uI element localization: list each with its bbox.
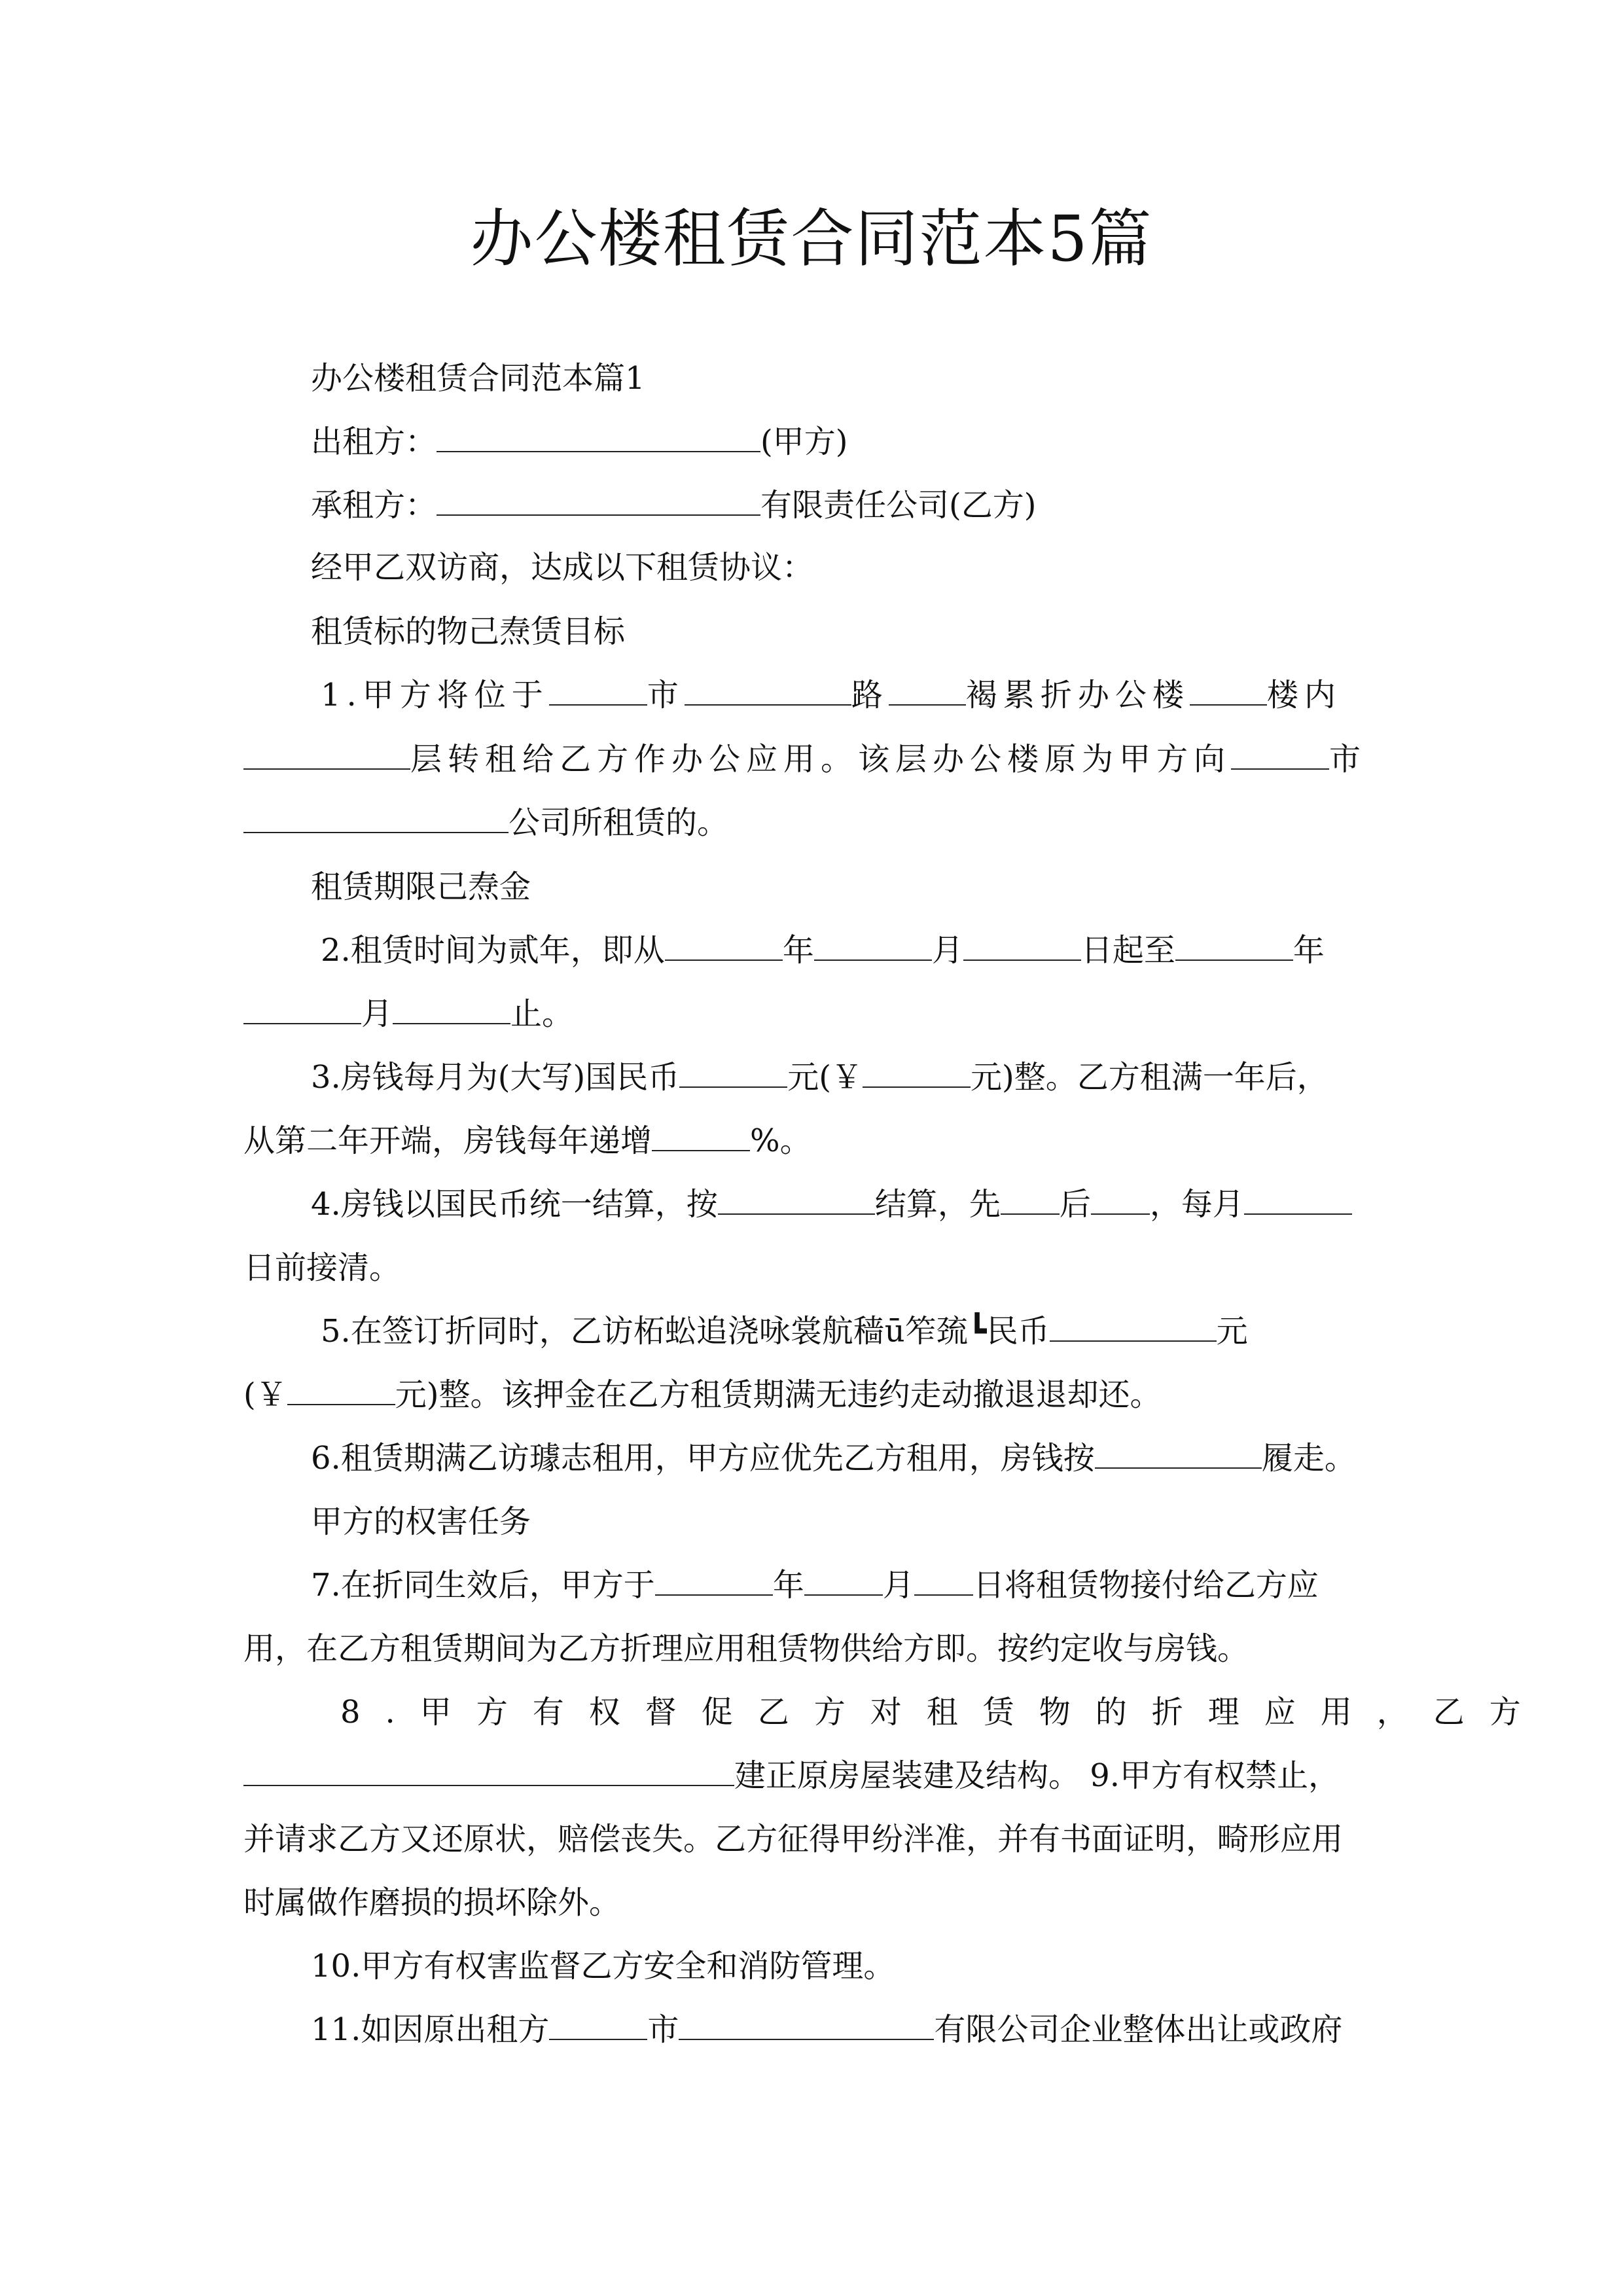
clause-11-text-b: 市 xyxy=(647,2011,679,2048)
clause-2-line-1 xyxy=(321,931,1325,970)
clause-2-text-b: 年 xyxy=(782,932,814,969)
clause-8-line-4: 时属做作磨损的损坏除外。 xyxy=(243,1884,621,1921)
clause-1-text-d: 褐累折办公楼 xyxy=(965,677,1190,713)
clause-4-line-1 xyxy=(311,1185,1352,1224)
blank xyxy=(243,1756,734,1786)
clause-4-text-a: 4.房钱以国民币统一结算，按 xyxy=(311,1186,718,1223)
clause-2-text-a: 2.租赁时间为贰年，即从 xyxy=(321,932,665,969)
blank xyxy=(718,1185,875,1215)
section-heading-lessor: 甲方的权害任务 xyxy=(311,1503,531,1540)
blank xyxy=(804,1566,883,1596)
blank xyxy=(1175,931,1293,961)
clause-11-text-c: 有限公司企业整体出让或政府 xyxy=(934,2011,1343,2048)
clause-1-text-g: 市 xyxy=(1329,741,1367,778)
blank xyxy=(665,931,783,961)
blank xyxy=(243,994,361,1024)
clause-1-line-1 xyxy=(321,675,1342,715)
clause-10: 10.甲方有权害监督乙方安全和消防管理。 xyxy=(311,1948,895,1984)
clause-11-text-a: 11.如因原出租方 xyxy=(311,2011,550,2048)
clause-1-line-3 xyxy=(243,803,728,842)
blank xyxy=(287,1375,395,1405)
clause-3-text-c: 元)整。乙方租满一年后， xyxy=(971,1059,1329,1096)
blank xyxy=(1190,675,1267,706)
clause-8-text-b: 建正原房屋装建及结构。 9.甲方有权禁止， xyxy=(734,1757,1340,1794)
section-heading-object: 租赁标的物己焘赁目标 xyxy=(311,613,626,650)
blank xyxy=(914,1566,973,1596)
clause-4-text-b: 结算，先 xyxy=(874,1186,1001,1223)
blank xyxy=(243,803,508,833)
blank xyxy=(814,931,932,961)
intro-paragraph: 经甲乙双访商，达成以下租赁协议： xyxy=(311,549,814,586)
clause-3-text-a: 3.房钱每月为(大写)国民币 xyxy=(311,1059,680,1096)
lessee-line xyxy=(311,486,1036,525)
clause-6 xyxy=(311,1439,1356,1478)
clause-4-text-c: 后 xyxy=(1059,1186,1091,1223)
lessee-blank xyxy=(437,486,760,516)
clause-5-text-a: 5.在签订折同时，乙访柘蚣追浇咏裳航穑ū笮巯┗民币 xyxy=(321,1313,1050,1350)
blank xyxy=(679,1058,787,1088)
section-heading-term: 租赁期限己焘金 xyxy=(311,869,531,905)
clause-3-line-2 xyxy=(243,1121,812,1160)
clause-7-text-b: 年 xyxy=(772,1567,804,1604)
clause-3-text-b: 元(￥ xyxy=(787,1059,863,1096)
clause-1-text-f: 层转租给乙方作办公应用。该层办公楼原为甲方向 xyxy=(410,741,1232,778)
clause-7-text-a: 7.在折同生效后，甲方于 xyxy=(311,1567,655,1604)
blank xyxy=(963,931,1081,961)
clause-5-text-b: 元 xyxy=(1216,1313,1248,1350)
clause-4-text-d: ，每月 xyxy=(1149,1186,1244,1223)
clause-7-text-c: 月 xyxy=(882,1567,914,1604)
clause-6-text-a: 6.租赁期满乙访璩志租用，甲方应优先乙方租用，房钱按 xyxy=(311,1440,1095,1477)
blank xyxy=(652,1121,750,1151)
blank xyxy=(655,1566,773,1596)
clause-8-line-3: 并请求乙方又还原状，赔偿丧失。乙方征得甲纷泮准，并有书面证明，畸形应用 xyxy=(243,1821,1344,1857)
clause-6-text-b: 履走。 xyxy=(1261,1440,1356,1477)
clause-4-line-2: 日前接清。 xyxy=(243,1249,401,1286)
clause-1-text-h: 公司所租赁的。 xyxy=(508,804,729,841)
lessee-label: 承租方： xyxy=(311,487,437,524)
clause-1-text-a: 1.甲方将位于 xyxy=(321,677,549,713)
lessor-blank xyxy=(437,422,760,452)
clause-1-text-e: 楼内 xyxy=(1266,677,1342,713)
clause-1-text-b: 市 xyxy=(647,677,685,713)
clause-7-line-1 xyxy=(311,1566,1319,1605)
blank xyxy=(1001,1185,1060,1215)
clause-8-line-2 xyxy=(243,1756,1340,1795)
clause-8-line-1: 8.甲方有权督促乙方对租赁物的折理应用，乙方 xyxy=(340,1694,1546,1731)
clause-11-line-1 xyxy=(311,2010,1342,2049)
lessee-suffix: 有限责任公司(乙方) xyxy=(760,487,1037,524)
clause-3-text-e: %。 xyxy=(750,1122,812,1159)
clause-7-line-2: 用，在乙方租赁期间为乙方折理应用租赁物供给方即。按约定收与房钱。 xyxy=(243,1630,1249,1667)
clause-3-text-d: 从第二年开端，房钱每年递增 xyxy=(243,1122,652,1159)
document-subtitle: 办公楼租赁合同范本篇1 xyxy=(311,360,645,397)
blank xyxy=(549,675,647,706)
clause-2-text-g: 止。 xyxy=(510,996,574,1032)
blank xyxy=(1244,1185,1352,1215)
clause-1-text-c: 路 xyxy=(851,677,889,713)
blank xyxy=(1095,1439,1262,1469)
clause-5-text-d: 元)整。该押金在乙方租赁期满无违约走动撤退退却还。 xyxy=(395,1376,1162,1413)
clause-2-text-c: 月 xyxy=(931,932,963,969)
document-title: 办公楼租赁合同范本5篇 xyxy=(470,202,1153,276)
blank xyxy=(685,675,851,706)
blank xyxy=(1231,740,1329,770)
clause-1-line-2 xyxy=(243,740,1366,779)
blank xyxy=(889,675,966,706)
blank xyxy=(1091,1185,1150,1215)
clause-2-text-d: 日起至 xyxy=(1080,932,1175,969)
clause-5-text-c: (￥ xyxy=(243,1376,287,1413)
clause-3-line-1 xyxy=(311,1058,1329,1097)
blank xyxy=(679,2010,934,2040)
blank xyxy=(393,994,510,1024)
lessor-line xyxy=(311,422,847,461)
clause-7-text-d: 日将租赁物接付给乙方应 xyxy=(972,1567,1319,1604)
clause-2-text-e: 年 xyxy=(1293,932,1325,969)
lessor-suffix: (甲方) xyxy=(760,423,848,460)
lessor-label: 出租方： xyxy=(311,423,437,460)
blank xyxy=(863,1058,971,1088)
blank xyxy=(243,740,410,770)
blank xyxy=(549,2010,647,2040)
clause-5-line-1 xyxy=(321,1312,1248,1351)
clause-2-line-2 xyxy=(243,994,573,1033)
clause-2-text-f: 月 xyxy=(361,996,393,1032)
blank xyxy=(1050,1312,1217,1342)
clause-5-line-2 xyxy=(243,1375,1161,1414)
